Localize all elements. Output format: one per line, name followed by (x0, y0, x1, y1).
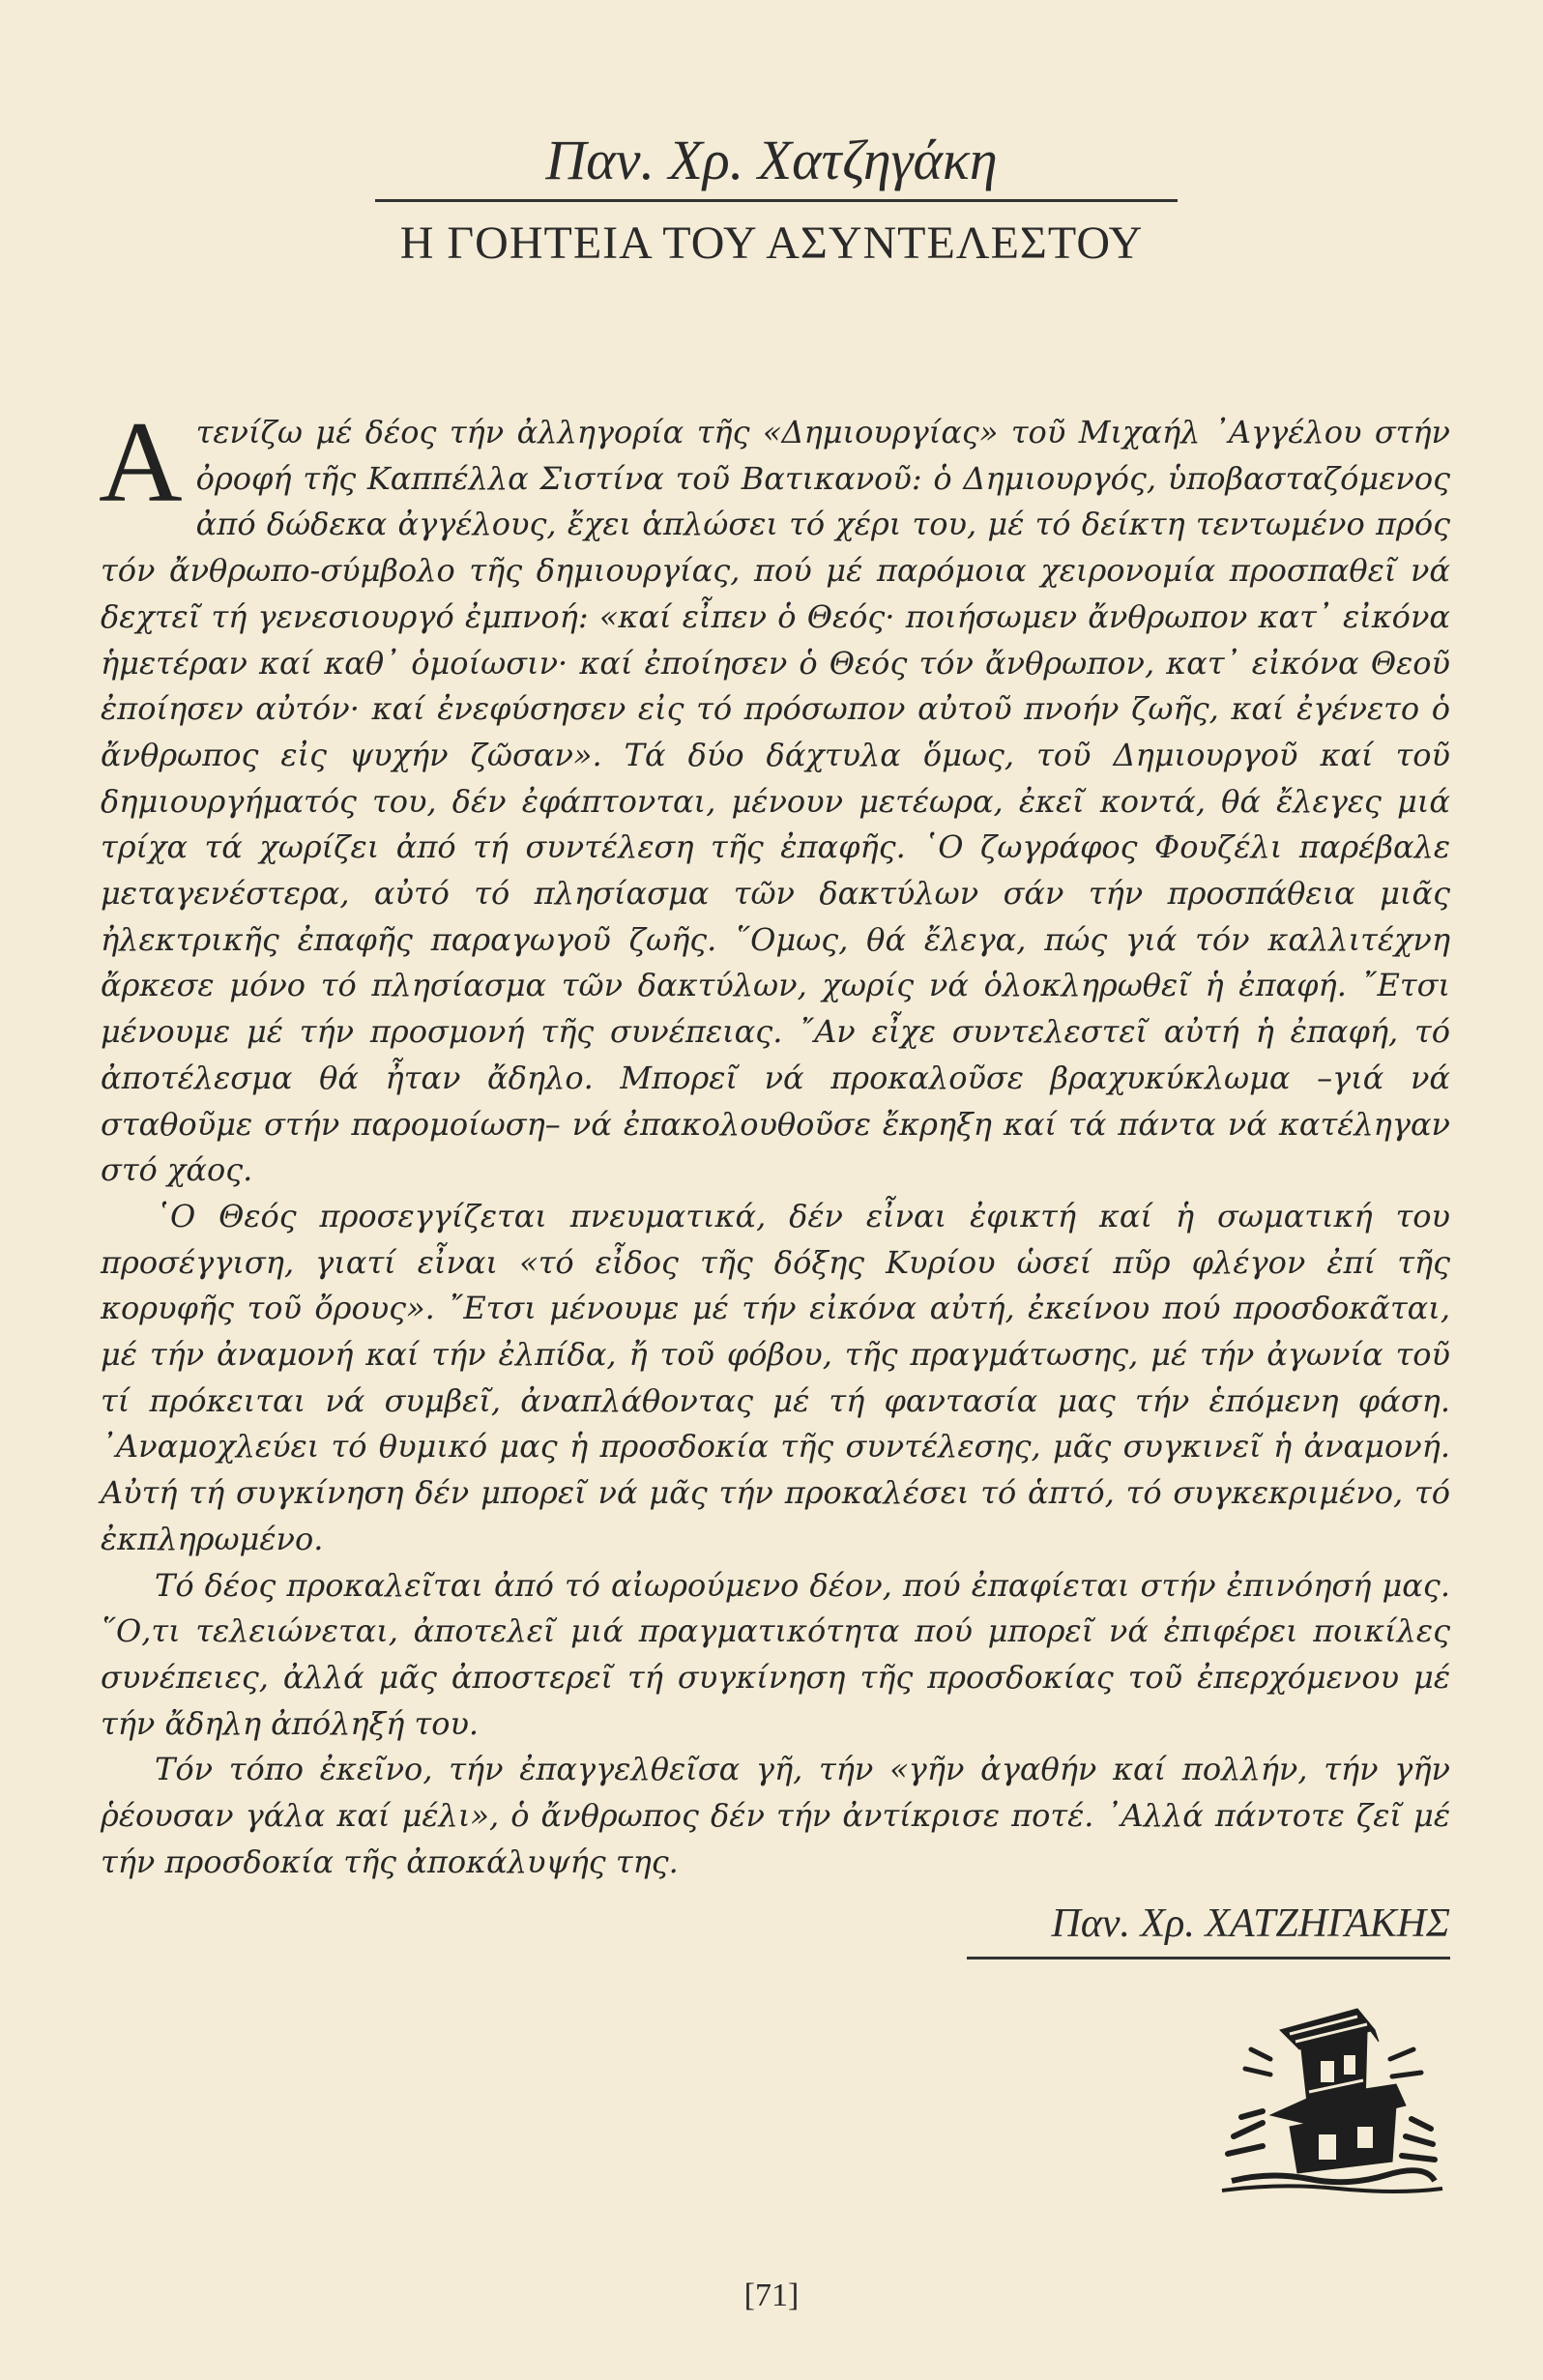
signature-rule (967, 1957, 1450, 1959)
author-heading: Παν. Χρ. Χατζηγάκη (545, 129, 998, 191)
paragraph-3: Τό δέος προκαλεῖται ἀπό τό αἰωρούμενο δέον, πού ἐπαφίεται στήν ἐπινόησή μας. ῞Ο,τι τελειώνεται, ἀποτελεῖ μιά πραγματικότητα πού μπορεῖ νά ἐπιφέρει ποικίλες συνέπειες, ἀλλά μᾶς ἀποστερεῖ τή συγκίνηση τῆς προσδοκίας τοῦ ἐπερχόμενου μέ τήν ἄδηλη ἀπόληξή του. (101, 1566, 1450, 1742)
article-title: Η ΓΟΗΤΕΙΑ ΤΟΥ ΑΣΥΝΤΕΛΕΣΤΟΥ (399, 218, 1144, 269)
article-body (99, 397, 1450, 1886)
paragraph-1 (99, 397, 1450, 1194)
paragraph-4: Τόν τόπο ἐκεῖνο, τήν ἐπαγγελθεῖσα γῆ, τήν «γῆν ἀγαθήν καί πολλήν, τήν γῆν ῥέουσαν γάλα καί μέλι», ὁ ἄνθρωπος δέν τήν ἀντίκρισε ποτέ. ᾿Αλλά πάντοτε ζεῖ μέ τήν προσδοκία τῆς ἀποκάλυψής της. (101, 1751, 1450, 1880)
header-rule (375, 199, 1178, 202)
page-number: [71] (743, 2278, 800, 2313)
paragraph-1-text: τενίζω μέ δέος τήν ἀλληγορία τῆς «Δημιουργίας» τοῦ Μιχαήλ ᾿Αγγέλου στήν ὀροφή τῆς Καππέλλα Σιστίνα τοῦ Βατικανοῦ: ὁ Δημιουργός, ὑποβασταζόμενος ἀπό δώδεκα ἀγγέλους, ἔχει ἁπλώσει τό χέρι του, μέ τό δείκτη τεντωμένο πρός τόν ἄνθρωπο-σύμβολο τῆς δημιουργίας, πού μέ παρόμοια χειρονομία προσπαθεῖ νά δεχτεῖ τή γενεσιουργό ἐμπνοή: «καί εἶπεν ὁ Θεός· ποιήσωμεν ἄνθρωπον κατ᾿ εἰκόνα ἡμετέραν καί καθ᾿ ὁμοίωσιν· καί ἐποίησεν ὁ Θεός τόν ἄνθρωπον, κατ᾿ εἰκόνα Θεοῦ ἐποίησεν αὐτόν· καί ἐνεφύσησεν εἰς τό πρόσωπον αὐτοῦ πνοήν ζωῆς, καί ἐγένετο ὁ ἄνθρωπος εἰς ψυχήν ζῶσαν». Τά δύο δάχτυλα ὅμως, τοῦ Δημιουργοῦ καί τοῦ δημιουργήματός του, δέν ἐφάπτονται, μένουν μετέωρα, ἐκεῖ κοντά, θά ἔλεγες μιά τρίχα τά χωρίζει ἀπό τή συντέλεση τῆς ἐπαφῆς. ῾Ο ζωγράφος Φουζέλι παρέβαλε μεταγενέστερα, αὐτό τό πλησίασμα τῶν δακτύλων σάν τήν προσπάθεια μιᾶς ἠλεκτρικῆς ἐπαφῆς παραγωγοῦ ζωῆς. ῞Ομως, θά ἔλεγα, πώς γιά τόν καλλιτέχνη ἄρκεσε μόνο τό πλησίασμα τῶν δακτύλων, χωρίς νά ὁλοκληρωθεῖ ἡ ἐπαφή. ῎Ετσι μένουμε μέ τήν προσμονή τῆς συνέπειας. ῎Αν εἶχε συντελεστεῖ αὐτή ἡ ἐπαφή, τό ἀποτέλεσμα θά ἦταν ἄδηλο. Μπορεῖ νά προκαλοῦσε βραχυκύκλωμα –γιά νά σταθοῦμε στήν παρομοίωση– νά ἐπακολουθοῦσε ἔκρηξη καί τά πάντα νά κατέληγαν στό χάος. (101, 414, 1450, 1189)
paragraph-2: ῾Ο Θεός προσεγγίζεται πνευματικά, δέν εἶναι ἐφικτή καί ἡ σωματική του προσέγγιση, γιατί εἶναι «τό εἶδος τῆς δόξης Κυρίου ὡσεί πῦρ φλέγον ἐπί τῆς κορυφῆς τοῦ ὄρους». ῎Ετσι μένουμε μέ τήν εἰκόνα αὐτή, ἐκείνου πού προσδοκᾶται, μέ τήν ἀναμονή καί τήν ἐλπίδα, ἤ τοῦ φόβου, τῆς πραγμάτωσης, μέ τήν ἀγωνία τοῦ τί πρόκειται νά συμβεῖ, ἀναπλάθοντας μέ τή φαντασία μας τήν ἑπόμενη φάση. ᾿Αναμοχλεύει τό θυμικό μας ἡ προσδοκία τῆς συντέλεσης, μᾶς συγκινεῖ ἡ ἀναμονή. Αὐτή τή συγκίνηση δέν μπορεῖ νά μᾶς τήν προκαλέσει τό ἁπτό, τό συγκεκριμένο, τό ἐκπληρωμένο. (101, 1197, 1450, 1557)
drop-cap: Α (99, 397, 183, 526)
woodcut-house-vignette-icon (1212, 1991, 1444, 2194)
author-signature: Παν. Χρ. ΧΑΤΖΗΓΑΚΗΣ (1051, 1901, 1450, 1946)
